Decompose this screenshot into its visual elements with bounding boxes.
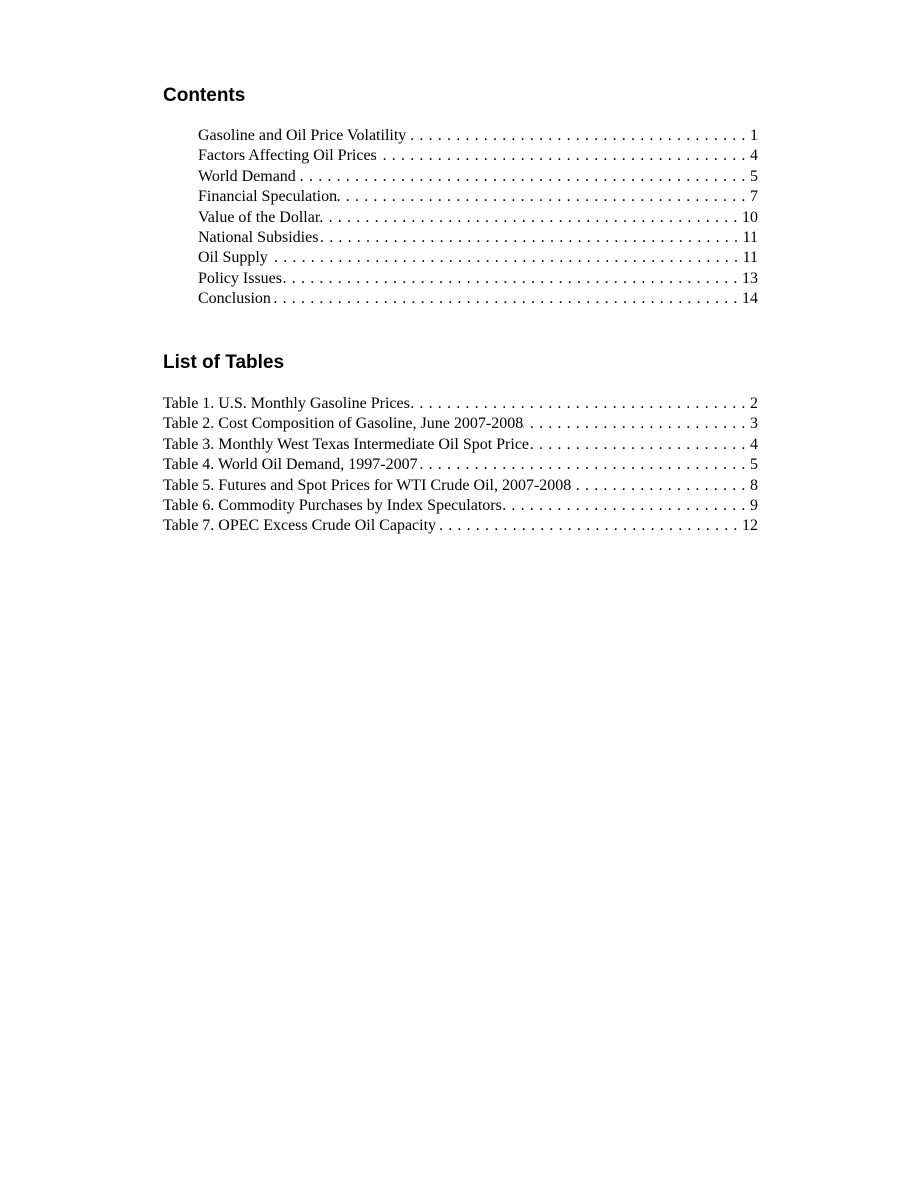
entry-page-number: 2 bbox=[750, 395, 758, 412]
entry-page-number: 8 bbox=[750, 476, 758, 494]
dot-leader bbox=[282, 270, 742, 288]
list-of-tables-heading: List of Tables bbox=[163, 352, 285, 373]
table-entry[interactable] bbox=[163, 517, 758, 537]
table-entry[interactable] bbox=[163, 436, 758, 456]
table-entry[interactable] bbox=[163, 497, 758, 517]
contents-entry[interactable] bbox=[198, 127, 758, 147]
contents-list bbox=[198, 127, 758, 311]
dot-leader bbox=[406, 127, 750, 145]
entry-title: Table 4. World Oil Demand, 1997-2007 bbox=[163, 456, 418, 474]
contents-entry[interactable] bbox=[198, 229, 758, 249]
contents-entry[interactable] bbox=[198, 209, 758, 229]
entry-page-number: 4 bbox=[750, 435, 758, 453]
dot-leader bbox=[268, 249, 743, 267]
dot-leader bbox=[523, 415, 750, 433]
dot-leader bbox=[410, 395, 750, 413]
entry-title: Factors Affecting Oil Prices bbox=[198, 147, 377, 165]
entry-title: Value of the Dollar bbox=[198, 208, 321, 226]
dot-leader bbox=[296, 168, 750, 186]
entry-title: Table 7. OPEC Excess Crude Oil Capacity bbox=[163, 517, 437, 535]
entry-title: Table 6. Commodity Purchases by Index Speculators bbox=[163, 496, 502, 514]
contents-entry[interactable] bbox=[198, 168, 758, 188]
contents-entry[interactable] bbox=[198, 270, 758, 290]
entry-page-number: 14 bbox=[742, 290, 758, 308]
entry-page-number: 11 bbox=[742, 228, 758, 246]
table-entry[interactable] bbox=[163, 395, 758, 415]
entry-title: Table 3. Monthly West Texas Intermediate Oil Spot Price bbox=[163, 435, 530, 453]
dot-leader bbox=[318, 229, 742, 247]
entry-page-number: 5 bbox=[750, 456, 758, 474]
entry-title: Table 1. U.S. Monthly Gasoline Prices bbox=[163, 395, 410, 412]
dot-leader bbox=[377, 147, 750, 165]
dot-leader bbox=[436, 517, 742, 535]
entry-page-number: 1 bbox=[750, 127, 758, 144]
entry-title: National Subsidies bbox=[198, 228, 319, 246]
dot-leader bbox=[337, 188, 750, 206]
entry-page-number: 3 bbox=[750, 415, 758, 433]
entry-title: Financial Speculation bbox=[198, 188, 338, 206]
entry-title: World Demand bbox=[198, 167, 296, 185]
contents-entry[interactable] bbox=[198, 249, 758, 269]
dot-leader bbox=[529, 436, 750, 454]
entry-title: Table 5. Futures and Spot Prices for WTI Crude Oil, 2007-2008 bbox=[163, 476, 572, 494]
entry-page-number: 5 bbox=[750, 167, 758, 185]
entry-page-number: 10 bbox=[742, 208, 758, 226]
table-entry[interactable] bbox=[163, 456, 758, 476]
list-of-tables bbox=[163, 395, 758, 538]
entry-page-number: 7 bbox=[750, 188, 758, 206]
entry-title: Gasoline and Oil Price Volatility bbox=[198, 127, 407, 144]
entry-title: Policy Issues bbox=[198, 269, 282, 287]
dot-leader bbox=[320, 209, 742, 227]
entry-title: Conclusion bbox=[198, 290, 271, 308]
contents-entry[interactable] bbox=[198, 188, 758, 208]
dot-leader bbox=[502, 497, 750, 515]
entry-page-number: 12 bbox=[742, 517, 758, 535]
entry-title: Oil Supply bbox=[198, 249, 268, 267]
entry-page-number: 11 bbox=[742, 249, 758, 267]
entry-page-number: 4 bbox=[750, 147, 758, 165]
table-entry[interactable] bbox=[163, 415, 758, 435]
dot-leader bbox=[271, 290, 742, 308]
dot-leader bbox=[571, 477, 750, 495]
table-entry[interactable] bbox=[163, 477, 758, 497]
entry-page-number: 13 bbox=[742, 269, 758, 287]
contents-entry[interactable] bbox=[198, 147, 758, 167]
entry-title: Table 2. Cost Composition of Gasoline, June 2007-2008 bbox=[163, 415, 524, 433]
contents-entry[interactable] bbox=[198, 290, 758, 310]
dot-leader bbox=[418, 456, 750, 474]
contents-heading: Contents bbox=[163, 85, 246, 106]
entry-page-number: 9 bbox=[750, 496, 758, 514]
